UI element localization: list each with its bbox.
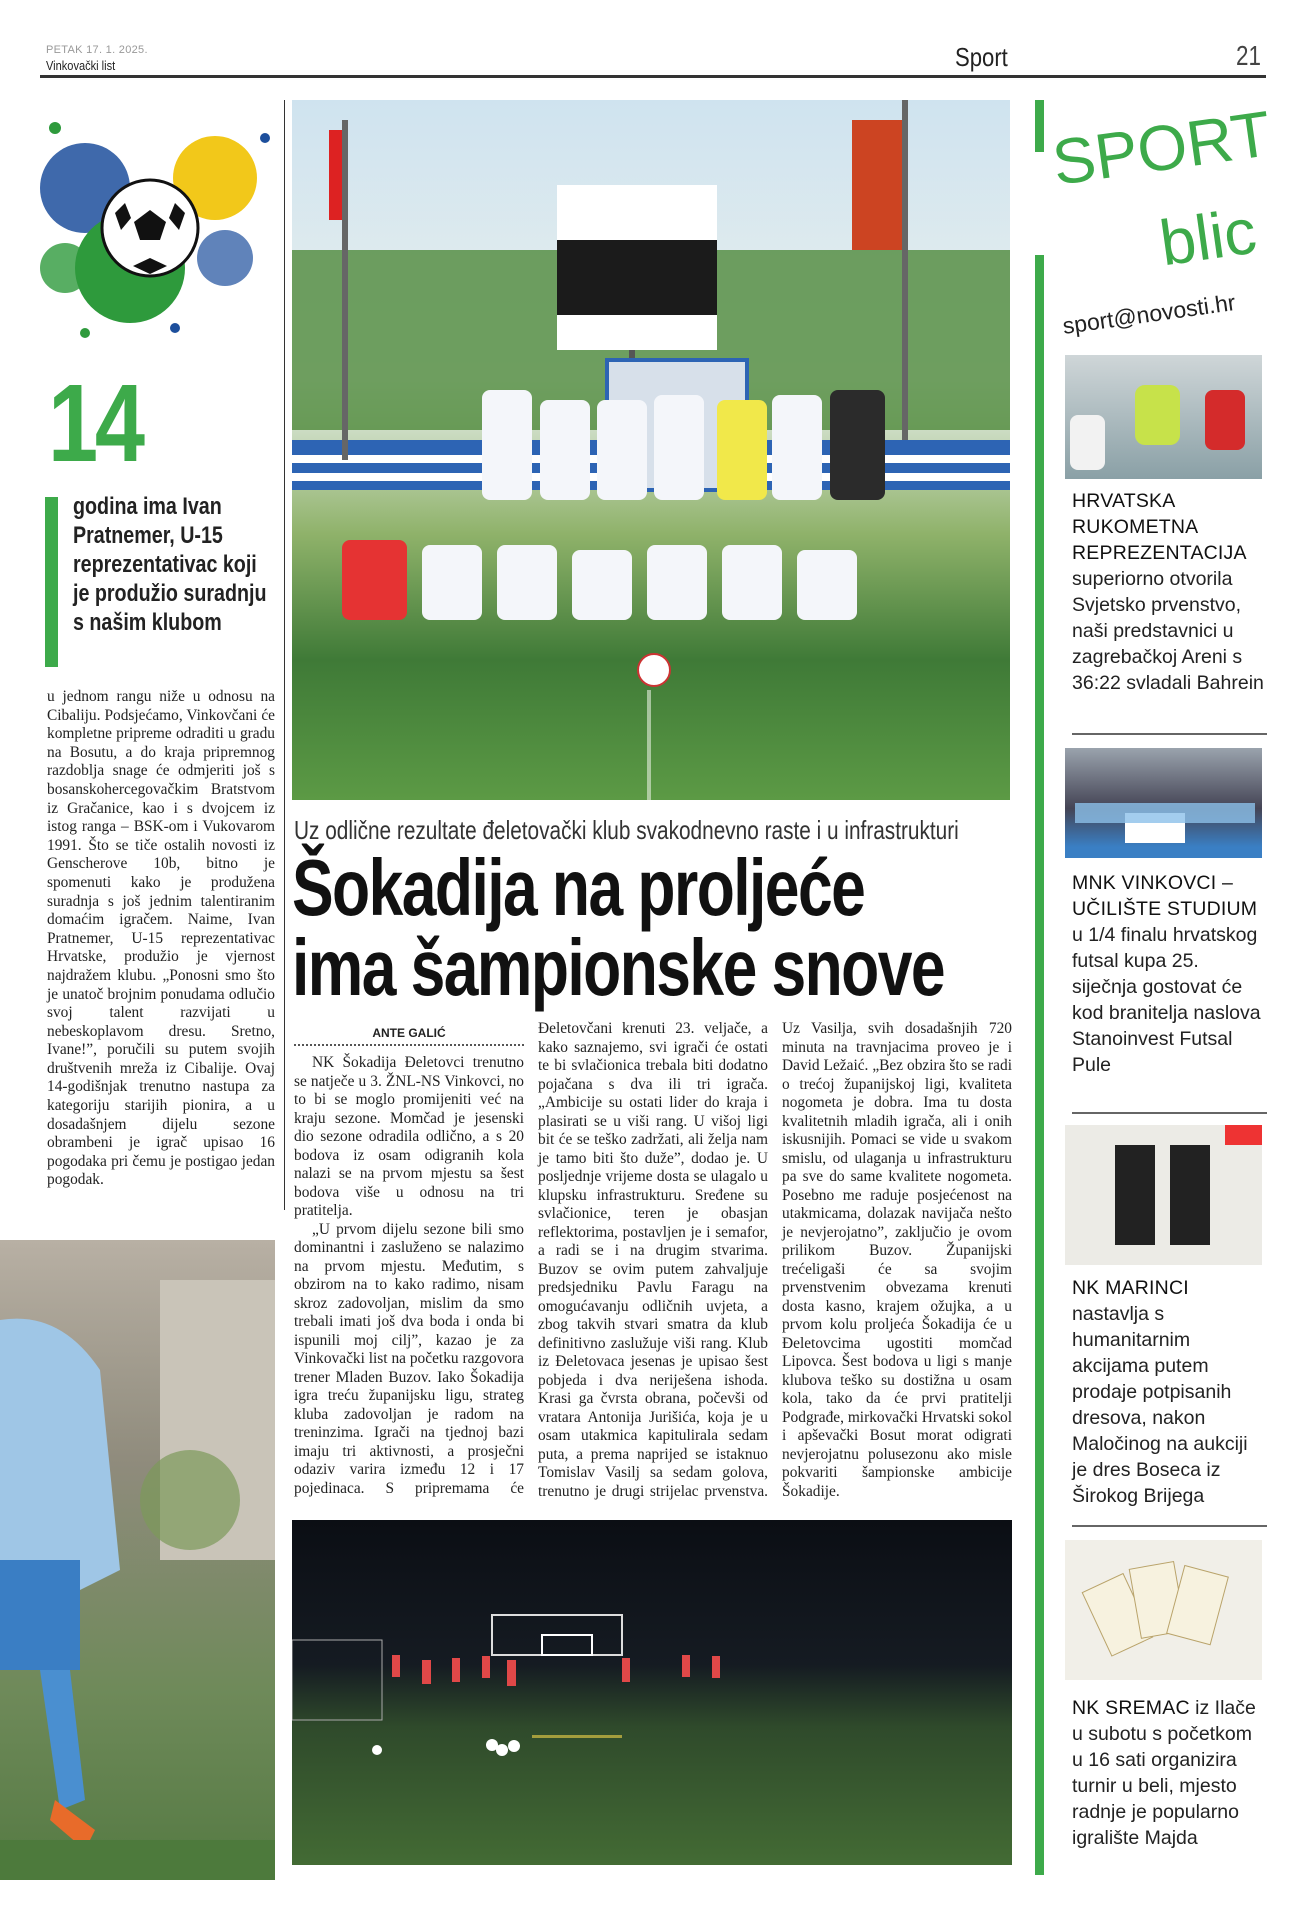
news-brief xyxy=(1072,1275,1267,1509)
callout-accent-bar xyxy=(45,497,58,667)
news-brief xyxy=(1072,870,1267,1078)
scoreboard xyxy=(557,185,717,240)
divider xyxy=(1072,733,1267,735)
header-rule xyxy=(40,75,1266,78)
column-divider xyxy=(284,100,285,1210)
section-title: Sport xyxy=(955,42,1008,72)
logo-blic: blic xyxy=(1155,194,1261,280)
brief-lead: NK MARINCI xyxy=(1072,1277,1189,1299)
headline-line-1: Šokadija na proljeće xyxy=(292,843,865,932)
brief-lead: HRVATSKA RUKOMETNA REPREZENTACIJA xyxy=(1072,490,1247,564)
playing-cards-photo xyxy=(1065,1540,1262,1680)
article-paragraph: „U prvom dijelu sezone bili smo dominantni i zasluženo se nalazimo na prvom mjestu. Međutim, s obzirom na to kako radimo, nisam skroz zadovoljan, mislim da smo trebali imati još dva boda i onda bi ispunili moj cilj”, kazao je za Vinkovački list na početku razgovora trener Mladen Buzov. Iako Šokadija igra treću županijsku ligu, strateg kluba zadovoljan je radom na treninzima. Igrači na tjednoj bazi imaju tri aktivnosti, a prosječni odaziv varira između 12 i 17 pojedinaca. S pripremama će Đeletovčani krenuti 23. veljače, a kako saznajemo, svi igrači će ostati te bi svlačionica trebala biti dodatno pojačana s dva ili tri igrača. „Ambicije su ostati lider do kraja i plasirati se u viši rang. U višoj ligi bit će se teško zadržati, ali želja nam je tamo biti što duže”, dodao je. U posljednje vrijeme dosta se ulagalo u klupsku infrastrukturu. Sređene su svlačionice, teren je obasjan reflektorima, postavljen je i semafor, a radi se i na drugim stvarima. Buzov se ovim putem zahvaljuje predsjedniku Pavlu Faragu na omogućavanju odličnih uvjeta, a zbog takvih stvari smatra da klub definitivno zaslužuje viši rang. Klub iz Đeletovaca jesenas je upisao šest pobjeda i dva neriješena ishoda. Krasi ga čvrsta obrana, počevši od vratara Antonija Jurišića, koja je u osam utakmica kapitulirala sedam puta, a prema naprijed se istaknuo Tomislav Vasilj sa sedam golova, trenutno je drugi strijelac prvenstva. Uz Vasilja, svih dosadašnjih 720 minuta na travnjacima proveo je i David Ležaić. „Bez obzira što se radi o trećoj županijskoj ligi, kvaliteta nogometa je dobra. Ima tu dosta kvalitetnih mladih igrača, ali i onih iskusnijih. Pomaci se vide u svakom smislu, od ulaganja u infrastrukturu pa sve do same kvalitete nogometa. Posebno me raduje posjećenost na utakmicama, dolazak navijača nešto je nevjerojatno”, zaključio je ovom prilikom Buzov. Županijski trećeligaši će sa svojim prvenstvenim obvezama krenuti dosta kasno, krajem ožujka, a u prvom kolu proljeća Šokadija će u Đeletovcima ugostiti momčad Lipovca. Šest bodova u ligi s manje klubova teško su dostižna u osam kola, tako da će prvi pratitelji Podgrađe, mirkovački Hrvatski sokol i apševački Bosut morat odigrati nevjerojatnu polusezonu ako misle pokvariti šampionske ambicije Šokadije. xyxy=(294,1020,1012,1500)
player-photo xyxy=(0,1240,275,1880)
article-body xyxy=(294,1020,1012,1515)
logo-sport: SPORT xyxy=(1048,97,1276,199)
article-headline xyxy=(292,843,945,1012)
article-paragraph: NK Šokadija Đeletovci trenutno se natječe u 3. ŽNL-NS Vinkovci, no to bi se moglo promijeniti već na kraju sezone. Momčad je jesenski dio sezone odradila odlično, a s 20 bodova iz osam odigranih kola nalazi se na prvom mjestu sa šest bodova više u odnosu na tri pratitelja. xyxy=(294,1054,524,1219)
divider xyxy=(1072,1525,1267,1527)
divider xyxy=(1072,1112,1267,1114)
sport-blic-logo xyxy=(1040,97,1310,340)
ball-icon xyxy=(638,654,670,686)
sidebar-accent-bar xyxy=(1035,255,1044,1875)
handball-photo xyxy=(1065,355,1262,479)
left-column-text: u jednom rangu niže u odnosu na Cibaliju. Podsjećamo, Vinkovčani će kompletne pripreme odraditi u gradu na Bosutu, a do kraja pripremnog razdoblja snage će odmjeriti još s bosanskohercegovačkim Bratstvom iz Gračanice, kao i s dvojcem iz istog ranga – BSK-om i Vukovarom 1991. Što se tiče ostalih novosti iz Genscherove 10b, bitno je spomenuti kako je produžena suradnja s još jednim talentiranim domaćim igračem. Naime, Ivan Pratnemer, U-15 reprezentativac Hrvatske, produžio je vjernost najdražem klubu. „Ponosni smo što je unatoč brojnim ponudama odlučio svoj talent razvijati u nebeskoplavom dresu. Sretno, Ivane!”, poručili su putem svojih društvenih mreža iz Cibalije. Ovaj 14-godišnjak trenutno nastupa za kategoriju starijih pionira, a u dosadašnjem dijelu sezone obrambeni je igrač upisao 16 pogodaka pri čemu je postigao jedan pogodak. xyxy=(47,688,275,1189)
night-training-photo xyxy=(292,1520,1012,1865)
highlight-callout: godina ima Ivan Pratnemer, U-15 reprezentativac koji je produžio suradnju s našim klubom xyxy=(73,493,267,636)
page-number: 21 xyxy=(1236,40,1261,71)
brief-text: superiorno otvorila Svjetsko prvenstvo, naši predstavnici u zagrebačkoj Areni s 36:22 svladali Bahrein xyxy=(1072,568,1264,694)
team-photo xyxy=(292,100,1010,800)
issue-date: PETAK 17. 1. 2025. xyxy=(46,44,148,56)
article-kicker: Uz odlične rezultate đeletovački klub svakodnevno raste i u infrastrukturi xyxy=(294,815,959,845)
signed-jersey-photo xyxy=(1065,1125,1262,1265)
brief-text: nastavlja s humanitarnim akcijama putem prodaje potpisanih dresova, nakon Maločinog na aukciji je dres Boseca iz Širokog Brijega xyxy=(1072,1303,1248,1507)
highlight-number: 14 xyxy=(48,362,142,485)
football-splash-illustration xyxy=(25,118,280,348)
headline-line-2: ima šampionske snove xyxy=(292,923,945,1012)
news-brief xyxy=(1072,488,1267,696)
news-brief xyxy=(1072,1695,1267,1851)
newspaper-name: Vinkovački list xyxy=(46,58,116,73)
brief-text: iz Ilače u subotu s početkom u 16 sati organizira turnir u beli, mjesto radnje je popularno igralište Majda xyxy=(1072,1697,1256,1849)
brief-lead: NK SREMAC xyxy=(1072,1697,1190,1719)
contact-email[interactable]: sport@novosti.hr xyxy=(1060,289,1238,340)
brief-lead: MNK VINKOVCI – UČILIŠTE STUDIUM xyxy=(1072,872,1258,920)
futsal-team-photo xyxy=(1065,748,1262,858)
brief-text: u 1/4 finalu hrvatskog futsal kupa 25. siječnja gostovat će kod branitelja naslova Stanoinvest Futsal Pule xyxy=(1072,924,1261,1076)
byline: ANTE GALIĆ xyxy=(294,1020,524,1046)
